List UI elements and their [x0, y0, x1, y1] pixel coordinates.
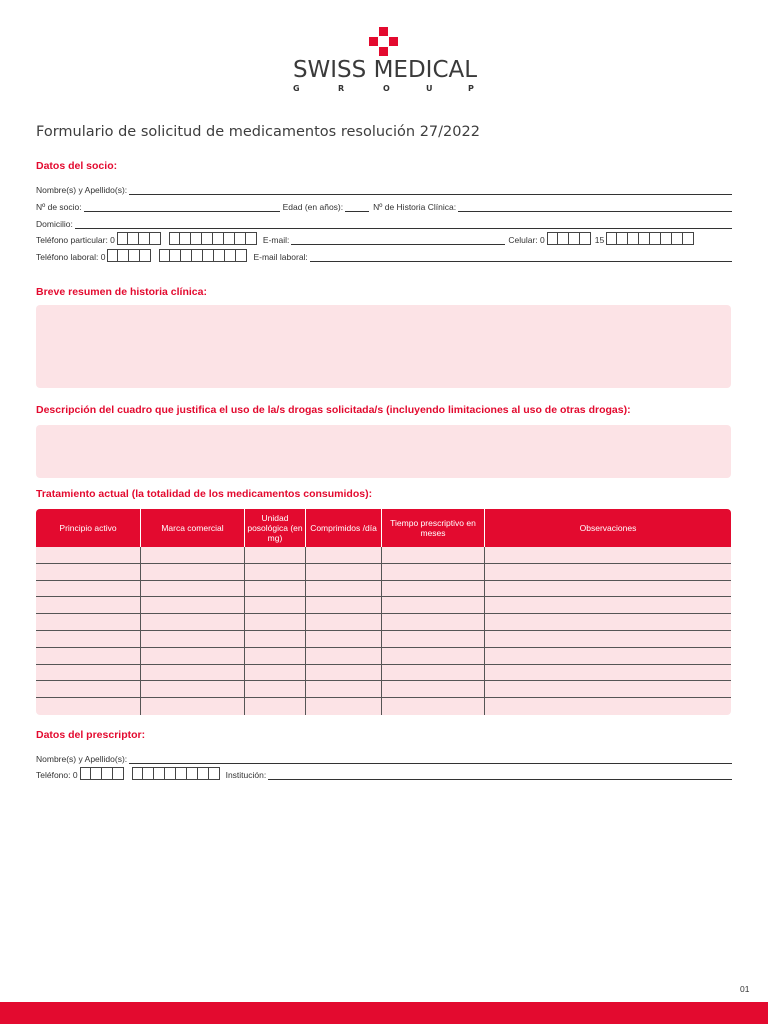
prescriptor-tel-area-boxes[interactable] — [80, 767, 124, 780]
table-cell[interactable] — [485, 681, 731, 697]
table-cell[interactable] — [245, 547, 306, 563]
table-row — [36, 631, 731, 648]
table-cell[interactable] — [245, 698, 306, 715]
table-cell[interactable] — [306, 581, 382, 597]
tel-particular-number-boxes[interactable] — [169, 232, 257, 245]
socio-nombre-row — [36, 182, 732, 195]
table-cell[interactable] — [382, 614, 485, 630]
historia-clinica-field[interactable] — [458, 202, 732, 212]
table-cell[interactable] — [382, 581, 485, 597]
footer-bar — [0, 1002, 768, 1024]
brand-name: SWISS MEDICAL — [292, 57, 478, 83]
table-cell[interactable] — [382, 631, 485, 647]
table-cell[interactable] — [382, 648, 485, 664]
table-cell[interactable] — [485, 614, 731, 630]
prescriptor-tel-number-boxes[interactable] — [132, 767, 220, 780]
table-cell[interactable] — [36, 597, 141, 613]
table-cell[interactable] — [245, 581, 306, 597]
table-cell[interactable] — [36, 614, 141, 630]
celular-label: Celular: 0 — [508, 235, 545, 245]
table-cell[interactable] — [382, 597, 485, 613]
group-letter: U — [426, 84, 433, 93]
column-header: Unidad posológica (en mg) — [245, 509, 306, 547]
table-cell[interactable] — [36, 631, 141, 647]
institucion-label: Institución: — [225, 770, 267, 780]
prescriptor-heading: Datos del prescriptor: — [36, 729, 146, 741]
prescriptor-nombre-field[interactable] — [129, 754, 732, 764]
table-row — [36, 564, 731, 581]
socio-heading: Datos del socio: — [36, 160, 118, 172]
table-cell[interactable] — [36, 581, 141, 597]
tratamiento-table — [36, 509, 731, 715]
tel-particular-area-boxes[interactable] — [117, 232, 161, 245]
table-cell[interactable] — [141, 631, 245, 647]
table-cell[interactable] — [485, 597, 731, 613]
table-row — [36, 581, 731, 598]
socio-nro-row — [36, 199, 732, 212]
celular-prefix: 15 — [594, 235, 605, 245]
edad-field[interactable] — [345, 202, 369, 212]
table-cell[interactable] — [382, 681, 485, 697]
domicilio-label: Domicilio: — [36, 219, 73, 229]
table-row — [36, 665, 731, 682]
table-cell[interactable] — [141, 597, 245, 613]
column-header: Observaciones — [579, 523, 637, 533]
table-cell[interactable] — [245, 681, 306, 697]
table-row — [36, 648, 731, 665]
prescriptor-telefono-row — [36, 767, 732, 780]
table-header — [36, 509, 731, 547]
column-header: Principio activo — [36, 509, 141, 547]
table-cell[interactable] — [141, 547, 245, 563]
table-cell[interactable] — [382, 665, 485, 681]
table-cell[interactable] — [245, 597, 306, 613]
tel-laboral-label: Teléfono laboral: 0 — [36, 252, 106, 262]
email-laboral-label: E-mail laboral: — [253, 252, 308, 262]
email-label: E-mail: — [262, 235, 290, 245]
table-cell[interactable] — [485, 665, 731, 681]
table-cell[interactable] — [306, 665, 382, 681]
table-cell[interactable] — [306, 547, 382, 563]
table-cell[interactable] — [141, 614, 245, 630]
nombre-label: Nombre(s) y Apellido(s): — [36, 185, 128, 195]
table-cell[interactable] — [36, 547, 141, 563]
table-row — [36, 614, 731, 631]
historia-clinica-textarea[interactable] — [36, 305, 731, 388]
prescriptor-telefono-label: Teléfono: 0 — [36, 770, 78, 780]
table-cell[interactable] — [141, 648, 245, 664]
table-body — [36, 547, 731, 715]
celular-area-boxes[interactable] — [547, 232, 591, 245]
table-cell[interactable] — [36, 698, 141, 715]
celular-number-boxes[interactable] — [606, 232, 694, 245]
table-cell[interactable] — [382, 698, 485, 715]
tel-particular-label: Teléfono particular: 0 — [36, 235, 115, 245]
domicilio-field[interactable] — [75, 219, 732, 229]
table-cell[interactable] — [306, 597, 382, 613]
nro-socio-label: Nº de socio: — [36, 202, 82, 212]
edad-label: Edad (en años): — [282, 202, 344, 212]
socio-laboral-row — [36, 249, 732, 262]
table-cell[interactable] — [306, 631, 382, 647]
table-cell[interactable] — [245, 564, 306, 580]
table-cell[interactable] — [485, 581, 731, 597]
tel-laboral-number-boxes[interactable] — [159, 249, 247, 262]
table-cell[interactable] — [485, 564, 731, 580]
group-letter: G — [293, 84, 300, 93]
column-header: Marca comercial — [141, 509, 245, 547]
table-cell[interactable] — [485, 698, 731, 715]
table-cell[interactable] — [306, 564, 382, 580]
table-cell[interactable] — [245, 631, 306, 647]
table-cell[interactable] — [36, 681, 141, 697]
table-row — [36, 698, 731, 715]
email-laboral-field[interactable] — [310, 252, 732, 262]
table-cell[interactable] — [382, 547, 485, 563]
prescriptor-nombre-row — [36, 751, 732, 764]
historia-clinica-label: Nº de Historia Clínica: — [373, 202, 457, 212]
table-cell[interactable] — [485, 547, 731, 563]
table-cell[interactable] — [141, 665, 245, 681]
table-cell[interactable] — [245, 614, 306, 630]
table-cell[interactable] — [141, 681, 245, 697]
group-letter: P — [468, 84, 474, 93]
socio-telefono-row — [36, 232, 732, 245]
brand-group — [290, 84, 480, 94]
tratamiento-heading: Tratamiento actual (la totalidad de los medicamentos consumidos): — [36, 488, 373, 500]
email-field[interactable] — [291, 235, 505, 245]
document-title: Formulario de solicitud de medicamentos resolución 27/2022 — [36, 124, 480, 140]
column-header: Comprimidos /día — [306, 509, 382, 547]
historia-heading: Breve resumen de historia clínica: — [36, 286, 207, 298]
socio-domicilio-row — [36, 216, 732, 229]
table-cell[interactable] — [485, 648, 731, 664]
descripcion-textarea[interactable] — [36, 425, 731, 478]
table-cell[interactable] — [485, 631, 731, 647]
table-cell[interactable] — [36, 564, 141, 580]
tel-laboral-area-boxes[interactable] — [107, 249, 151, 262]
institucion-field[interactable] — [268, 770, 732, 780]
table-cell[interactable] — [306, 648, 382, 664]
group-letter: O — [383, 84, 390, 93]
table-row — [36, 547, 731, 564]
cross-icon — [369, 27, 399, 55]
nombre-field[interactable] — [129, 185, 732, 195]
column-header: Tiempo prescriptivo en meses — [382, 509, 485, 547]
table-cell[interactable] — [36, 665, 141, 681]
table-row — [36, 681, 731, 698]
table-cell[interactable] — [245, 665, 306, 681]
table-cell[interactable] — [306, 614, 382, 630]
nro-socio-field[interactable] — [84, 202, 280, 212]
table-cell[interactable] — [306, 698, 382, 715]
table-cell[interactable] — [141, 698, 245, 715]
table-row — [36, 597, 731, 614]
table-cell[interactable] — [36, 648, 141, 664]
table-cell[interactable] — [141, 581, 245, 597]
group-letter: R — [338, 84, 345, 93]
table-cell[interactable] — [245, 648, 306, 664]
prescriptor-nombre-label: Nombre(s) y Apellido(s): — [36, 754, 128, 764]
page-number: 01 — [740, 984, 750, 994]
table-cell[interactable] — [306, 681, 382, 697]
descripcion-heading: Descripción del cuadro que justifica el uso de la/s drogas solicitada/s (incluyendo limitaciones al uso de otras drogas): — [36, 404, 631, 416]
table-cell[interactable] — [382, 564, 485, 580]
table-cell[interactable] — [141, 564, 245, 580]
